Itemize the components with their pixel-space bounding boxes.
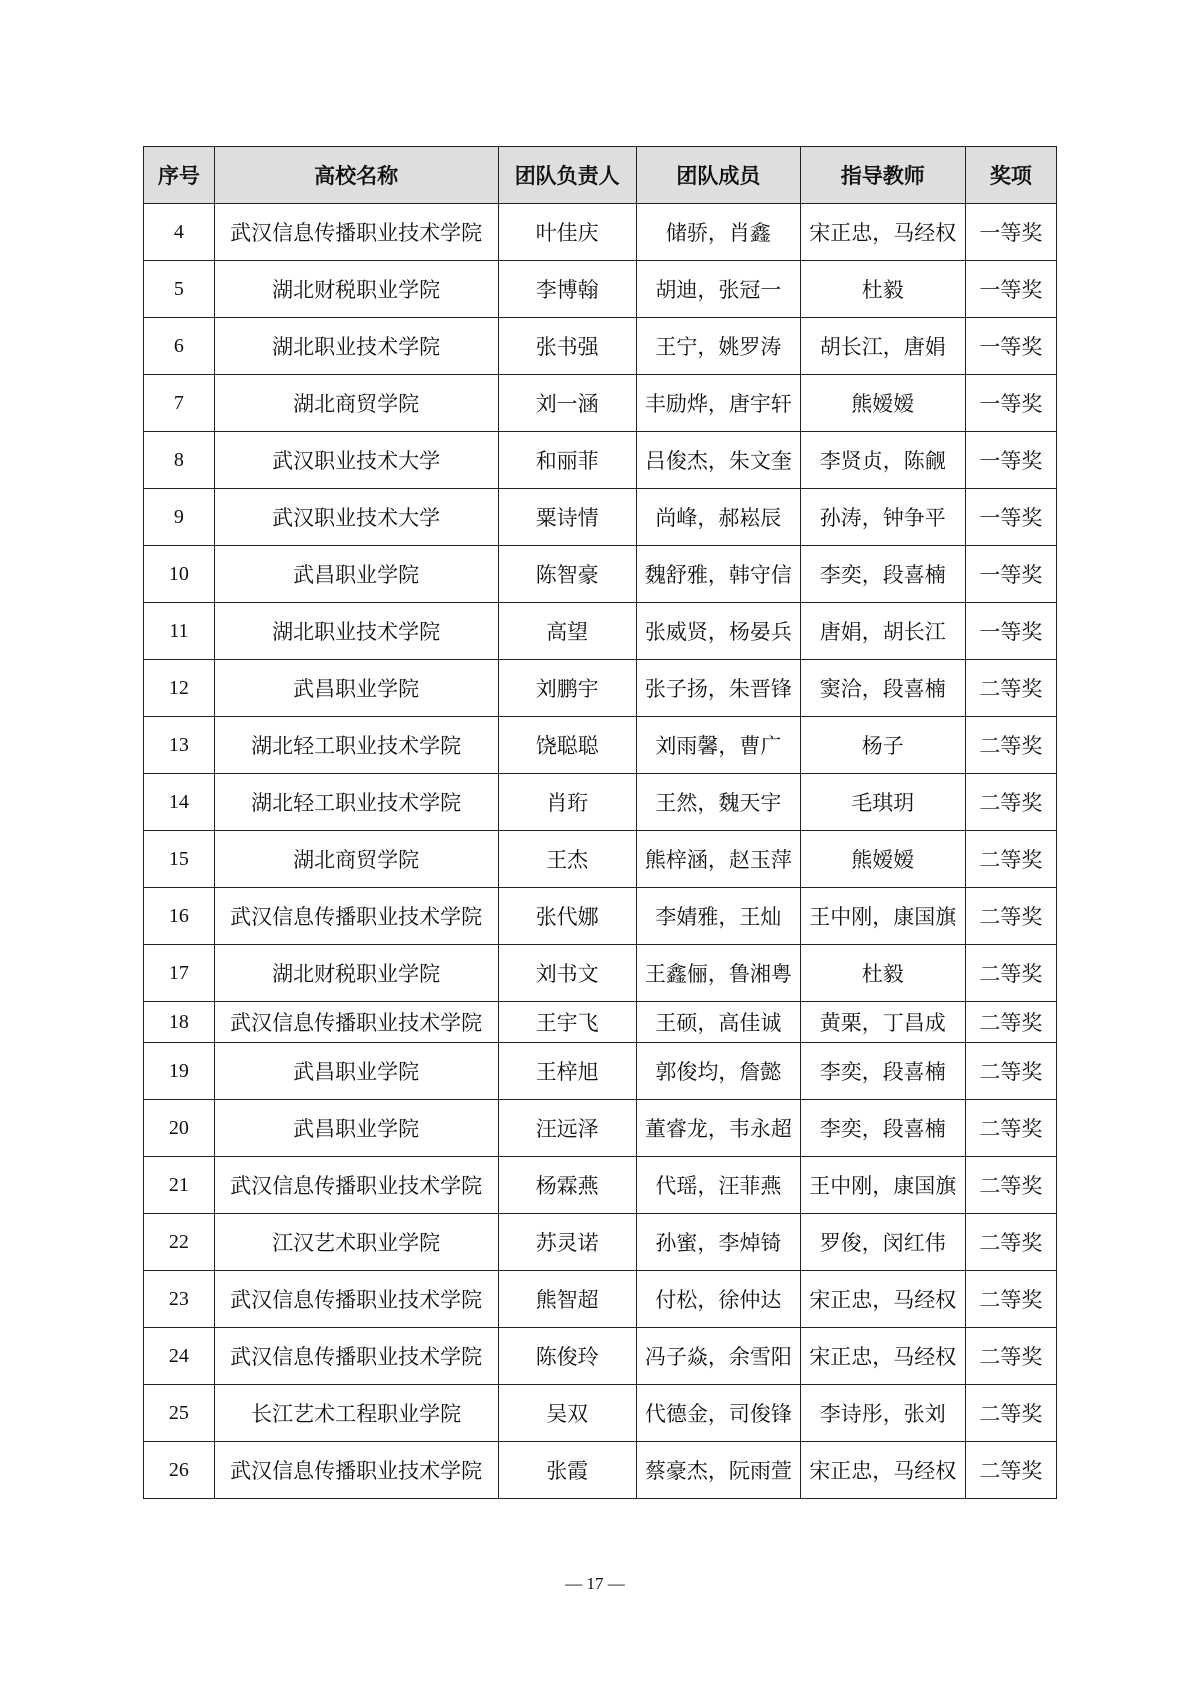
cell-leader: 陈智豪 xyxy=(498,546,636,603)
cell-award: 一等奖 xyxy=(965,603,1056,660)
cell-index: 24 xyxy=(144,1328,215,1385)
cell-award: 一等奖 xyxy=(965,318,1056,375)
cell-members: 王鑫俪，鲁湘粤 xyxy=(636,945,800,1002)
cell-school: 武汉信息传播职业技术学院 xyxy=(214,1157,498,1214)
cell-leader: 杨霖燕 xyxy=(498,1157,636,1214)
cell-school: 湖北职业技术学院 xyxy=(214,318,498,375)
cell-members: 刘雨馨，曹广 xyxy=(636,717,800,774)
cell-members: 尚峰，郝崧辰 xyxy=(636,489,800,546)
cell-leader: 饶聪聪 xyxy=(498,717,636,774)
cell-advisors: 王中刚，康国旗 xyxy=(800,1157,965,1214)
cell-advisors: 孙涛，钟争平 xyxy=(800,489,965,546)
cell-advisors: 黄栗，丁昌成 xyxy=(800,1002,965,1043)
cell-leader: 叶佳庆 xyxy=(498,204,636,261)
table-row xyxy=(144,546,1057,603)
cell-members: 代瑶，汪菲燕 xyxy=(636,1157,800,1214)
cell-members: 吕俊杰，朱文奎 xyxy=(636,432,800,489)
cell-school: 江汉艺术职业学院 xyxy=(214,1214,498,1271)
table-row xyxy=(144,1385,1057,1442)
cell-advisors: 李奕，段喜楠 xyxy=(800,546,965,603)
cell-school: 武汉职业技术大学 xyxy=(214,432,498,489)
cell-index: 13 xyxy=(144,717,215,774)
table-row xyxy=(144,603,1057,660)
header-index: 序号 xyxy=(144,147,215,204)
cell-school: 武汉信息传播职业技术学院 xyxy=(214,204,498,261)
cell-school: 湖北职业技术学院 xyxy=(214,603,498,660)
cell-members: 魏舒雅，韩守信 xyxy=(636,546,800,603)
cell-index: 12 xyxy=(144,660,215,717)
cell-advisors: 李奕，段喜楠 xyxy=(800,1043,965,1100)
cell-index: 18 xyxy=(144,1002,215,1043)
cell-award: 二等奖 xyxy=(965,1442,1056,1499)
cell-school: 武汉信息传播职业技术学院 xyxy=(214,1442,498,1499)
cell-index: 23 xyxy=(144,1271,215,1328)
cell-index: 10 xyxy=(144,546,215,603)
cell-index: 11 xyxy=(144,603,215,660)
header-row xyxy=(144,147,1057,204)
cell-index: 22 xyxy=(144,1214,215,1271)
cell-members: 储骄，肖鑫 xyxy=(636,204,800,261)
table-row xyxy=(144,1271,1057,1328)
cell-school: 武昌职业学院 xyxy=(214,660,498,717)
cell-leader: 张书强 xyxy=(498,318,636,375)
cell-award: 二等奖 xyxy=(965,888,1056,945)
cell-award: 二等奖 xyxy=(965,945,1056,1002)
cell-index: 16 xyxy=(144,888,215,945)
table-row xyxy=(144,888,1057,945)
cell-advisors: 罗俊，闵红伟 xyxy=(800,1214,965,1271)
cell-advisors: 李贤贞，陈觎 xyxy=(800,432,965,489)
cell-award: 二等奖 xyxy=(965,1328,1056,1385)
cell-index: 21 xyxy=(144,1157,215,1214)
cell-members: 孙蜜，李焯锜 xyxy=(636,1214,800,1271)
cell-award: 二等奖 xyxy=(965,774,1056,831)
award-table xyxy=(143,146,1057,1499)
cell-advisors: 唐娟，胡长江 xyxy=(800,603,965,660)
cell-award: 二等奖 xyxy=(965,1043,1056,1100)
cell-leader: 刘书文 xyxy=(498,945,636,1002)
cell-members: 付松，徐仲达 xyxy=(636,1271,800,1328)
table-row xyxy=(144,1157,1057,1214)
cell-advisors: 王中刚，康国旗 xyxy=(800,888,965,945)
cell-award: 一等奖 xyxy=(965,375,1056,432)
cell-members: 冯子焱，余雪阳 xyxy=(636,1328,800,1385)
table-row xyxy=(144,831,1057,888)
cell-school: 湖北商贸学院 xyxy=(214,831,498,888)
cell-advisors: 宋正忠，马经权 xyxy=(800,1328,965,1385)
cell-index: 4 xyxy=(144,204,215,261)
cell-school: 武汉信息传播职业技术学院 xyxy=(214,1002,498,1043)
header-award: 奖项 xyxy=(965,147,1056,204)
cell-leader: 刘鹏宇 xyxy=(498,660,636,717)
cell-school: 湖北财税职业学院 xyxy=(214,261,498,318)
cell-school: 湖北商贸学院 xyxy=(214,375,498,432)
table-row xyxy=(144,318,1057,375)
cell-advisors: 熊嫒嫒 xyxy=(800,831,965,888)
cell-award: 二等奖 xyxy=(965,717,1056,774)
cell-leader: 熊智超 xyxy=(498,1271,636,1328)
cell-index: 17 xyxy=(144,945,215,1002)
cell-leader: 李博翰 xyxy=(498,261,636,318)
cell-advisors: 杜毅 xyxy=(800,945,965,1002)
cell-award: 二等奖 xyxy=(965,1214,1056,1271)
cell-leader: 吴双 xyxy=(498,1385,636,1442)
cell-school: 武昌职业学院 xyxy=(214,546,498,603)
table-row xyxy=(144,1442,1057,1499)
cell-award: 二等奖 xyxy=(965,1100,1056,1157)
cell-members: 王然，魏天宇 xyxy=(636,774,800,831)
cell-advisors: 宋正忠，马经权 xyxy=(800,1442,965,1499)
table-row xyxy=(144,204,1057,261)
cell-award: 一等奖 xyxy=(965,432,1056,489)
cell-leader: 高望 xyxy=(498,603,636,660)
header-advisors: 指导教师 xyxy=(800,147,965,204)
table-row xyxy=(144,1100,1057,1157)
table-row xyxy=(144,1214,1057,1271)
cell-members: 王宁，姚罗涛 xyxy=(636,318,800,375)
cell-leader: 王宇飞 xyxy=(498,1002,636,1043)
cell-advisors: 熊嫒嫒 xyxy=(800,375,965,432)
cell-index: 7 xyxy=(144,375,215,432)
cell-school: 武昌职业学院 xyxy=(214,1043,498,1100)
cell-index: 20 xyxy=(144,1100,215,1157)
cell-award: 一等奖 xyxy=(965,489,1056,546)
cell-index: 25 xyxy=(144,1385,215,1442)
cell-leader: 肖珩 xyxy=(498,774,636,831)
cell-index: 9 xyxy=(144,489,215,546)
cell-school: 武汉信息传播职业技术学院 xyxy=(214,1271,498,1328)
cell-leader: 张霞 xyxy=(498,1442,636,1499)
cell-advisors: 胡长江，唐娟 xyxy=(800,318,965,375)
cell-school: 武昌职业学院 xyxy=(214,1100,498,1157)
cell-advisors: 宋正忠，马经权 xyxy=(800,1271,965,1328)
cell-members: 王硕，高佳诚 xyxy=(636,1002,800,1043)
cell-leader: 陈俊玲 xyxy=(498,1328,636,1385)
cell-members: 李婧雅，王灿 xyxy=(636,888,800,945)
cell-award: 二等奖 xyxy=(965,831,1056,888)
cell-leader: 王杰 xyxy=(498,831,636,888)
table-row xyxy=(144,375,1057,432)
table-row xyxy=(144,1328,1057,1385)
table-row xyxy=(144,432,1057,489)
cell-advisors: 杨子 xyxy=(800,717,965,774)
cell-index: 19 xyxy=(144,1043,215,1100)
cell-leader: 苏灵诺 xyxy=(498,1214,636,1271)
cell-members: 郭俊均，詹懿 xyxy=(636,1043,800,1100)
cell-members: 丰励烨，唐宇轩 xyxy=(636,375,800,432)
cell-members: 董睿龙，韦永超 xyxy=(636,1100,800,1157)
cell-school: 武汉信息传播职业技术学院 xyxy=(214,888,498,945)
cell-school: 湖北财税职业学院 xyxy=(214,945,498,1002)
table-row xyxy=(144,717,1057,774)
cell-members: 胡迪，张冠一 xyxy=(636,261,800,318)
table-row xyxy=(144,945,1057,1002)
cell-school: 湖北轻工职业技术学院 xyxy=(214,774,498,831)
cell-award: 二等奖 xyxy=(965,660,1056,717)
cell-school: 湖北轻工职业技术学院 xyxy=(214,717,498,774)
cell-advisors: 宋正忠，马经权 xyxy=(800,204,965,261)
cell-leader: 粟诗情 xyxy=(498,489,636,546)
page-number: — 17 — xyxy=(565,1574,625,1593)
cell-award: 一等奖 xyxy=(965,261,1056,318)
cell-leader: 刘一涵 xyxy=(498,375,636,432)
cell-members: 蔡豪杰，阮雨萱 xyxy=(636,1442,800,1499)
cell-index: 15 xyxy=(144,831,215,888)
cell-index: 14 xyxy=(144,774,215,831)
cell-index: 6 xyxy=(144,318,215,375)
cell-leader: 张代娜 xyxy=(498,888,636,945)
cell-award: 二等奖 xyxy=(965,1385,1056,1442)
table-row xyxy=(144,1002,1057,1043)
cell-advisors: 杜毅 xyxy=(800,261,965,318)
cell-school: 武汉职业技术大学 xyxy=(214,489,498,546)
header-members: 团队成员 xyxy=(636,147,800,204)
cell-award: 二等奖 xyxy=(965,1157,1056,1214)
table-row xyxy=(144,1043,1057,1100)
cell-index: 5 xyxy=(144,261,215,318)
cell-members: 张子扬，朱晋锋 xyxy=(636,660,800,717)
table-row xyxy=(144,774,1057,831)
cell-leader: 和丽菲 xyxy=(498,432,636,489)
cell-award: 二等奖 xyxy=(965,1271,1056,1328)
cell-advisors: 毛琪玥 xyxy=(800,774,965,831)
cell-award: 一等奖 xyxy=(965,546,1056,603)
cell-leader: 王梓旭 xyxy=(498,1043,636,1100)
cell-members: 张威贤，杨晏兵 xyxy=(636,603,800,660)
cell-index: 8 xyxy=(144,432,215,489)
header-leader: 团队负责人 xyxy=(498,147,636,204)
cell-school: 长江艺术工程职业学院 xyxy=(214,1385,498,1442)
cell-members: 代德金，司俊锋 xyxy=(636,1385,800,1442)
header-school: 高校名称 xyxy=(214,147,498,204)
table-row xyxy=(144,261,1057,318)
cell-school: 武汉信息传播职业技术学院 xyxy=(214,1328,498,1385)
table-row xyxy=(144,660,1057,717)
cell-members: 熊梓涵，赵玉萍 xyxy=(636,831,800,888)
cell-leader: 汪远泽 xyxy=(498,1100,636,1157)
cell-award: 二等奖 xyxy=(965,1002,1056,1043)
table-row xyxy=(144,489,1057,546)
cell-index: 26 xyxy=(144,1442,215,1499)
cell-advisors: 李诗彤，张刘 xyxy=(800,1385,965,1442)
cell-advisors: 窦洽，段喜楠 xyxy=(800,660,965,717)
cell-advisors: 李奕，段喜楠 xyxy=(800,1100,965,1157)
cell-award: 一等奖 xyxy=(965,204,1056,261)
